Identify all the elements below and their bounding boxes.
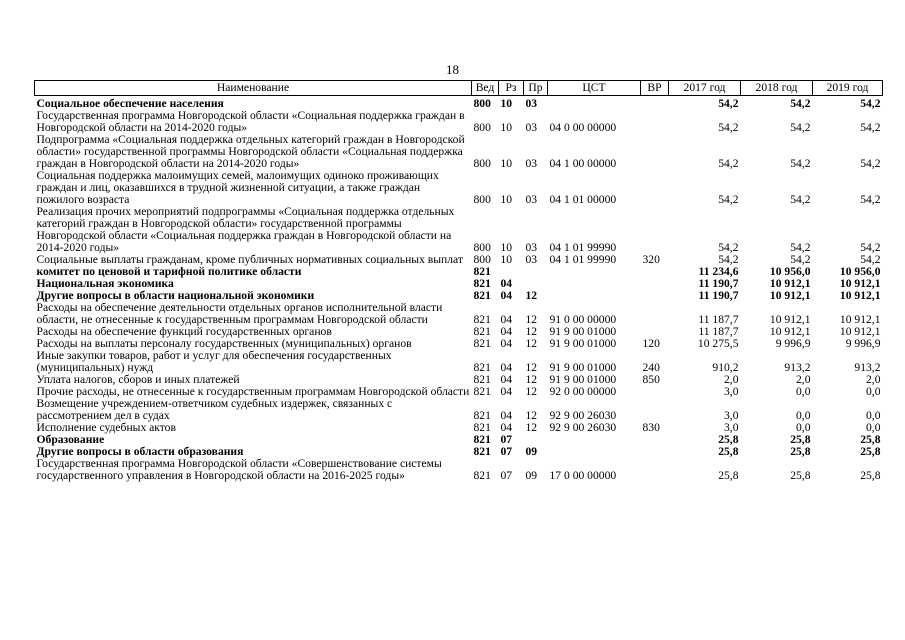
cell-2019: 10 912,1	[839, 289, 881, 302]
cell-ved: 821	[473, 373, 491, 386]
cell-2019: 54,2	[860, 121, 881, 134]
cell-vr: 830	[642, 421, 660, 434]
cell-2018: 10 912,1	[769, 313, 811, 326]
cell-vr	[641, 278, 669, 290]
cell-cst	[548, 96, 641, 111]
cell-name: Расходы на обеспечение функций государственных органов	[36, 325, 332, 338]
cell-pr: 03	[525, 97, 538, 110]
cell-pr: 12	[525, 337, 538, 350]
cell-rz: 10	[500, 97, 513, 110]
cell-2017: 25,8	[718, 433, 739, 446]
cell-rz: 10	[500, 253, 513, 266]
cell-2019: 54,2	[860, 253, 881, 266]
header-2017: 2017 год	[669, 81, 741, 96]
cell-cst	[548, 434, 641, 446]
cell-2017: 25,8	[718, 469, 739, 482]
table-row	[35, 458, 883, 482]
cell-vr: 120	[642, 337, 660, 350]
cell-2019: 0,0	[866, 409, 881, 422]
cell-2018: 0,0	[796, 385, 811, 398]
cell-vr	[641, 96, 669, 111]
cell-rz: 04	[500, 385, 513, 398]
cell-name: комитет по ценовой и тарифной политике области	[36, 265, 302, 278]
cell-2018: 10 912,1	[769, 325, 811, 338]
cell-pr: 12	[525, 409, 538, 422]
cell-vr: 240	[642, 361, 660, 374]
cell-2019: 913,2	[854, 361, 881, 374]
cell-name: Другие вопросы в области национальной экономики	[36, 289, 315, 302]
cell-vr	[641, 458, 669, 482]
cell-pr: 03	[525, 193, 538, 206]
cell-2019: 25,8	[860, 433, 881, 446]
cell-2017: 11 234,6	[698, 265, 739, 278]
cell-rz: 04	[500, 337, 513, 350]
cell-name: Подпрограмма «Социальная поддержка отдельных категорий граждан в Новгородской области» государственной программы Новгородской области «Социальная поддержка граждан в Новгородской области на 2014-2020 годы»	[36, 133, 465, 170]
cell-2019: 9 996,9	[845, 337, 881, 350]
cell-vr: 850	[642, 373, 660, 386]
cell-cst: 91 0 00 00000	[549, 313, 617, 326]
table-row	[35, 398, 883, 422]
cell-rz: 07	[500, 445, 513, 458]
cell-name: Социальная поддержка малоимущих семей, малоимущих одиноко проживающих граждан и лиц, оказавшихся в трудной жизненной ситуации, а также граждан пожилого возраста	[36, 169, 439, 206]
cell-ved: 821	[473, 385, 491, 398]
cell-pr: 12	[525, 421, 538, 434]
budget-table	[34, 80, 883, 482]
table-row	[35, 302, 883, 326]
cell-rz: 04	[500, 325, 513, 338]
cell-2017: 11 187,7	[698, 325, 739, 338]
cell-2019: 25,8	[860, 469, 881, 482]
cell-rz: 04	[500, 421, 513, 434]
cell-vr	[641, 110, 669, 134]
cell-pr: 12	[525, 313, 538, 326]
cell-vr	[641, 266, 669, 278]
cell-cst: 92 9 00 26030	[549, 409, 617, 422]
cell-2018: 10 912,1	[769, 277, 811, 290]
header-rz: Рз	[499, 81, 524, 96]
cell-pr: 09	[525, 445, 538, 458]
cell-ved: 821	[473, 313, 491, 326]
cell-2019: 10 912,1	[839, 277, 881, 290]
cell-2017: 54,2	[718, 193, 739, 206]
table-row	[35, 422, 883, 434]
cell-2019: 10 956,0	[839, 265, 881, 278]
cell-cst: 04 1 01 00000	[549, 193, 617, 206]
cell-cst: 04 1 01 99990	[549, 253, 617, 266]
cell-pr	[524, 266, 548, 278]
cell-2018: 0,0	[796, 421, 811, 434]
cell-ved: 821	[473, 433, 491, 446]
cell-2019: 25,8	[860, 445, 881, 458]
cell-name: Другие вопросы в области образования	[36, 445, 244, 458]
cell-rz: 04	[500, 373, 513, 386]
header-2019: 2019 год	[813, 81, 883, 96]
cell-cst	[548, 446, 641, 458]
cell-vr	[641, 386, 669, 398]
cell-cst: 91 9 00 01000	[549, 361, 617, 374]
cell-pr: 03	[525, 241, 538, 254]
cell-name: Иные закупки товаров, работ и услуг для обеспечения государственных (муниципальных) нужд	[36, 349, 392, 374]
cell-vr	[641, 446, 669, 458]
cell-cst: 04 1 00 00000	[549, 157, 617, 170]
cell-cst: 92 9 00 26030	[549, 421, 617, 434]
cell-2017: 910,2	[712, 361, 739, 374]
cell-cst: 91 9 00 01000	[549, 373, 617, 386]
cell-name: Реализация прочих мероприятий подпрограммы «Социальная поддержка отдельных категорий граждан в Новгородской области» государственной программы Новгородской области «Социальная поддержка граждан в Новгородской области на 2014-2020 годы»	[36, 205, 455, 254]
cell-ved: 800	[473, 241, 491, 254]
cell-ved: 821	[473, 421, 491, 434]
cell-2018: 54,2	[790, 241, 811, 254]
cell-name: Социальное обеспечение населения	[36, 97, 224, 110]
cell-2018: 10 956,0	[769, 265, 811, 278]
cell-2017: 25,8	[718, 445, 739, 458]
cell-2017: 3,0	[724, 409, 739, 422]
cell-cst	[548, 278, 641, 290]
cell-2018: 25,8	[790, 445, 811, 458]
cell-2019: 54,2	[860, 241, 881, 254]
cell-2018: 54,2	[790, 97, 811, 110]
cell-2017: 54,2	[718, 241, 739, 254]
cell-cst: 92 0 00 00000	[549, 385, 617, 398]
cell-ved: 821	[473, 409, 491, 422]
cell-name: Расходы на выплаты персоналу государственных (муниципальных) органов	[36, 337, 412, 350]
table-body	[35, 96, 883, 483]
cell-2018: 54,2	[790, 253, 811, 266]
cell-ved: 800	[473, 253, 491, 266]
table-row	[35, 110, 883, 134]
cell-2017: 54,2	[718, 253, 739, 266]
table-header-row	[35, 81, 883, 96]
header-cst: ЦСТ	[548, 81, 641, 96]
cell-2017: 11 187,7	[698, 313, 739, 326]
cell-rz: 10	[500, 193, 513, 206]
cell-rz: 07	[500, 433, 513, 446]
cell-ved: 821	[473, 337, 491, 350]
cell-2017: 11 190,7	[698, 289, 739, 302]
cell-name: Образование	[36, 433, 105, 446]
cell-2018: 913,2	[784, 361, 811, 374]
table-row	[35, 134, 883, 170]
cell-2018: 2,0	[796, 373, 811, 386]
cell-pr: 03	[525, 157, 538, 170]
cell-2018: 0,0	[796, 409, 811, 422]
header-ved: Вед	[472, 81, 499, 96]
cell-vr	[641, 302, 669, 326]
cell-rz: 04	[500, 277, 513, 290]
cell-pr: 03	[525, 253, 538, 266]
cell-2017: 2,0	[724, 373, 739, 386]
cell-2019: 10 912,1	[839, 325, 881, 338]
cell-pr: 09	[525, 469, 538, 482]
cell-ved: 821	[473, 361, 491, 374]
cell-pr: 12	[525, 289, 538, 302]
cell-ved: 821	[473, 265, 491, 278]
cell-rz: 04	[500, 361, 513, 374]
cell-2019: 0,0	[866, 421, 881, 434]
cell-vr	[641, 434, 669, 446]
cell-2019: 10 912,1	[839, 313, 881, 326]
cell-2019: 2,0	[866, 373, 881, 386]
cell-rz: 04	[500, 313, 513, 326]
cell-rz: 07	[500, 469, 513, 482]
cell-cst: 04 0 00 00000	[549, 121, 617, 134]
cell-name: Государственная программа Новгородской области «Социальная поддержка граждан в Новгородской области на 2014-2020 годы»	[36, 109, 465, 134]
cell-2017: 3,0	[724, 421, 739, 434]
cell-2018: 54,2	[790, 193, 811, 206]
cell-2019: 54,2	[860, 157, 881, 170]
table-row	[35, 206, 883, 254]
cell-ved: 800	[473, 157, 491, 170]
cell-2017: 11 190,7	[698, 277, 739, 290]
cell-rz: 04	[500, 409, 513, 422]
cell-name: Социальные выплаты гражданам, кроме публичных нормативных социальных выплат	[36, 253, 463, 266]
cell-name: Расходы на обеспечение деятельности отдельных органов исполнительной власти области, не отнесенные к государственным программам Новгородской области	[36, 301, 443, 326]
cell-2017: 54,2	[718, 157, 739, 170]
table-row	[35, 350, 883, 374]
cell-2019: 54,2	[860, 193, 881, 206]
cell-cst	[548, 290, 641, 302]
cell-ved: 821	[473, 325, 491, 338]
cell-2019: 54,2	[860, 97, 881, 110]
cell-vr: 320	[642, 253, 660, 266]
cell-vr	[641, 290, 669, 302]
cell-2017: 3,0	[724, 385, 739, 398]
cell-2018: 25,8	[790, 433, 811, 446]
cell-pr: 12	[525, 385, 538, 398]
header-2018: 2018 год	[741, 81, 813, 96]
cell-cst	[548, 266, 641, 278]
cell-2018: 9 996,9	[775, 337, 811, 350]
cell-name: Исполнение судебных актов	[36, 421, 176, 434]
cell-pr: 12	[525, 325, 538, 338]
cell-name: Прочие расходы, не отнесенные к государственным программам Новгородской области	[36, 385, 470, 398]
cell-ved: 821	[473, 469, 491, 482]
cell-pr: 12	[525, 361, 538, 374]
cell-vr	[641, 170, 669, 206]
header-vr: ВР	[641, 81, 669, 96]
cell-ved: 821	[473, 289, 491, 302]
cell-2017: 10 275,5	[697, 337, 739, 350]
cell-name: Национальная экономика	[36, 277, 174, 290]
header-pr: Пр	[524, 81, 548, 96]
header-name: Наименование	[35, 81, 472, 96]
cell-vr	[641, 398, 669, 422]
cell-name: Возмещение учреждением-ответчиком судебных издержек, связанных с рассмотрением дел в судах	[36, 397, 393, 422]
cell-rz: 10	[500, 121, 513, 134]
table-row	[35, 96, 883, 111]
cell-2019: 0,0	[866, 385, 881, 398]
cell-pr: 03	[525, 121, 538, 134]
cell-2018: 54,2	[790, 121, 811, 134]
cell-ved: 800	[473, 97, 491, 110]
cell-2018: 25,8	[790, 469, 811, 482]
cell-2018: 10 912,1	[769, 289, 811, 302]
cell-ved: 800	[473, 193, 491, 206]
cell-name: Уплата налогов, сборов и иных платежей	[36, 373, 240, 386]
cell-ved: 800	[473, 121, 491, 134]
cell-pr: 12	[525, 373, 538, 386]
cell-ved: 821	[473, 445, 491, 458]
table-row	[35, 170, 883, 206]
cell-ved: 821	[473, 277, 491, 290]
cell-2017: 54,2	[718, 97, 739, 110]
cell-rz: 04	[500, 289, 513, 302]
cell-name: Государственная программа Новгородской области «Совершенствование системы государственного управления в Новгородской области на 2016-2025 годы»	[36, 457, 442, 482]
cell-vr	[641, 206, 669, 254]
cell-2017: 54,2	[718, 121, 739, 134]
cell-cst: 91 9 00 01000	[549, 337, 617, 350]
cell-vr	[641, 134, 669, 170]
cell-cst: 91 9 00 01000	[549, 325, 617, 338]
cell-rz: 10	[500, 157, 513, 170]
cell-2018: 54,2	[790, 157, 811, 170]
cell-cst: 17 0 00 00000	[549, 469, 617, 482]
cell-rz: 10	[500, 241, 513, 254]
page-number: 18	[446, 62, 459, 77]
cell-cst: 04 1 01 99990	[549, 241, 617, 254]
